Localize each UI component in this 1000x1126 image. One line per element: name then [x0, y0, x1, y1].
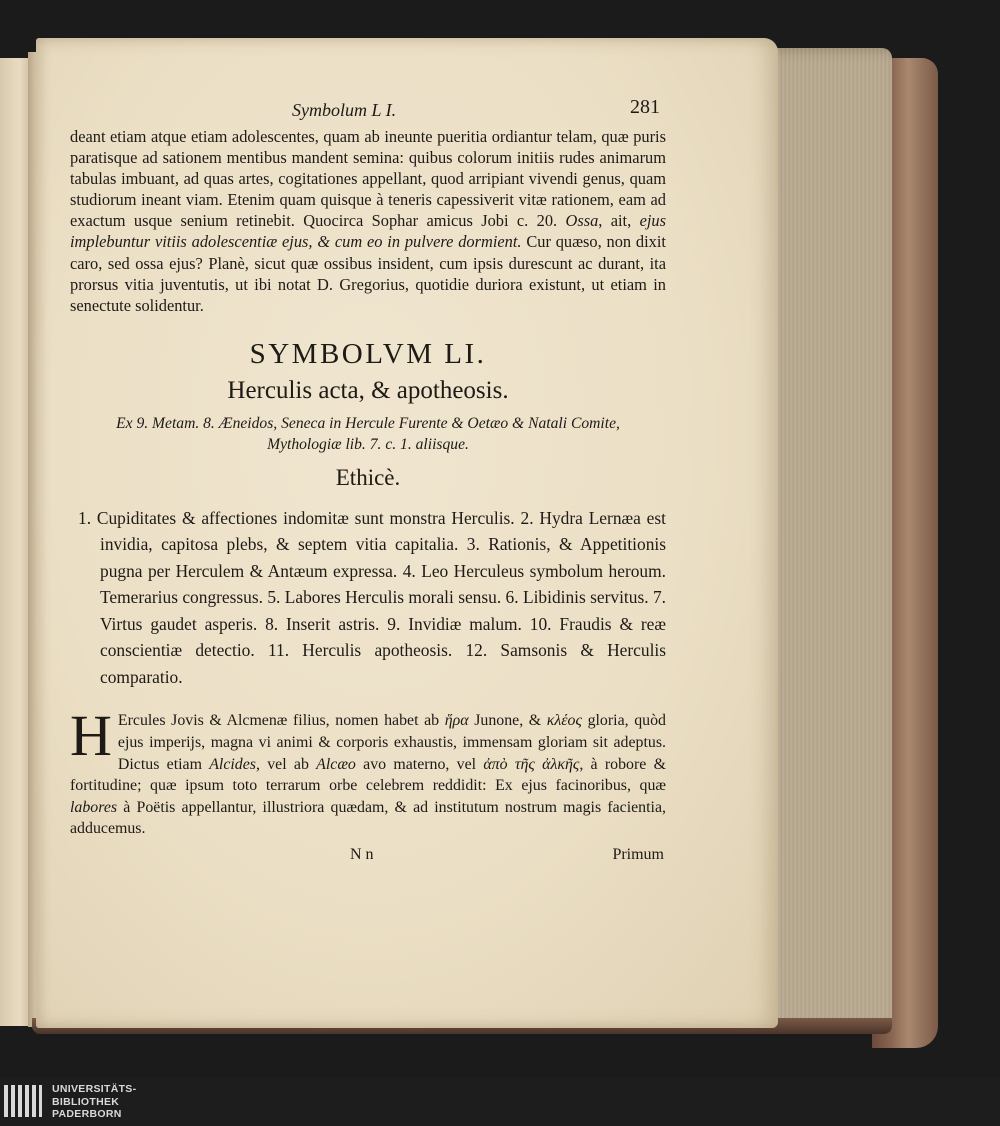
italic-text: Ossa [565, 211, 599, 231]
page-header [70, 92, 666, 122]
opening-paragraph [70, 126, 666, 316]
section-title: SYMBOLVM LI. [249, 337, 487, 370]
signature-mark: N n [350, 845, 374, 863]
page-footer [70, 844, 666, 868]
source-citation: Ex 9. Metam. 8. Æneidos, Seneca in Hercule Furente & Oetæo & Natali Comite, Mythologiæ lib. 7. c. 1. aliisque. [116, 414, 620, 453]
italic-text: Alcides [209, 755, 256, 773]
running-head: Symbolum L I. [292, 100, 397, 120]
paragraph-text: deant etiam atque etiam adolescentes, quam ab ineunte pueritia ordiantur telam, quæ puris paratisque ad sationem mentibus mandent semina: quibus colorum initiis rudes animarum tabulas imbuant, ad quas artes, cogitationes appellant, quod arripiant vivendi genus, quam studiorum ineant viam. Etenim quam quisque à teneris capessiverit vitæ rationem, eam ad exactum usque senium retinebit. Quocirca Sophar amicus Jobi c. 20. [70, 127, 666, 231]
paragraph-text: , à robore & fortitudine; quæ ipsum toto terrarum orbe celebrem reddidit: Ex ejus facinoribus, quæ [70, 755, 666, 795]
summary-list: 1. Cupiditates & affectiones indomitæ sunt monstra Herculis. 2. Hydra Lernæa est invidia, capitosa plebs, & septem vitia capitalia. 3. Rationis, & Appetitionis pugna per Herculem & Antæum expressa. 4. Leo Herculeus symbolum heroum. Temerarius congressus. 5. Labores Herculis morali sensu. 6. Libidinis servitus. 7. Virtus gaudet asperis. 8. Inserit astris. 9. Invidiæ malum. 10. Fraudis & reæ conscientiæ detectio. 11. Herculis apotheosis. 12. Samsonis & Herculis comparatio. [78, 507, 666, 687]
catchword: Primum [612, 845, 664, 863]
page-number: 281 [630, 96, 660, 118]
library-name-line: BIBLIOTHEK [52, 1095, 120, 1108]
greek-text: κλέος [546, 712, 582, 730]
library-name-line: PADERBORN [52, 1108, 122, 1120]
paragraph-text: gloria, quòd ejus imperijs, magna vi animi & corporis exhaustis, immensam gloriam sit adeptus. Dictus etiam [117, 712, 666, 773]
library-logo-icon [2, 1081, 44, 1121]
paragraph-text: Ercules Jovis & Alcmenæ filius, nomen habet ab [117, 712, 440, 730]
paragraph-text: , vel ab [255, 755, 309, 773]
library-name [52, 1083, 136, 1121]
paragraph-text: à Poëtis appellantur, illustriora quædam, & ad institutum nostrum magis facientia, adducemus. [70, 798, 666, 838]
italic-text: labores [70, 798, 118, 816]
paragraph-text: , ait, [598, 211, 632, 231]
hercules-paragraph [70, 703, 666, 840]
greek-text: ἥρα [444, 712, 469, 730]
italic-quote: ejus implebuntur vitiis adolescentiæ ejus, & cum eo in pulvere dormient. [70, 211, 666, 252]
page-text [70, 92, 666, 868]
ethice-heading: Ethicè. [335, 464, 401, 490]
drop-cap: H [70, 703, 112, 769]
section-subtitle: Herculis acta, & apotheosis. [227, 376, 509, 404]
italic-text: Alcæo [316, 755, 356, 773]
paragraph-text: Junone, & [474, 712, 542, 730]
paragraph-text: Cur quæso, non dixit caro, sed ossa ejus? Planè, sicut quæ ossibus insident, cum ipsis durescunt ac durant, ita prorsus vitia juventutis, ut ibi notat D. Gregorius, quotidie duriora existunt, ut etiam in senectute solidentur. [70, 232, 666, 315]
greek-text: ἀπὸ τῆς ἀλκῆς [483, 755, 580, 773]
paragraph-text: avo materno, vel [363, 755, 477, 773]
library-bar [0, 1078, 1000, 1126]
library-name-line: UNIVERSITÄTS- [52, 1083, 137, 1095]
